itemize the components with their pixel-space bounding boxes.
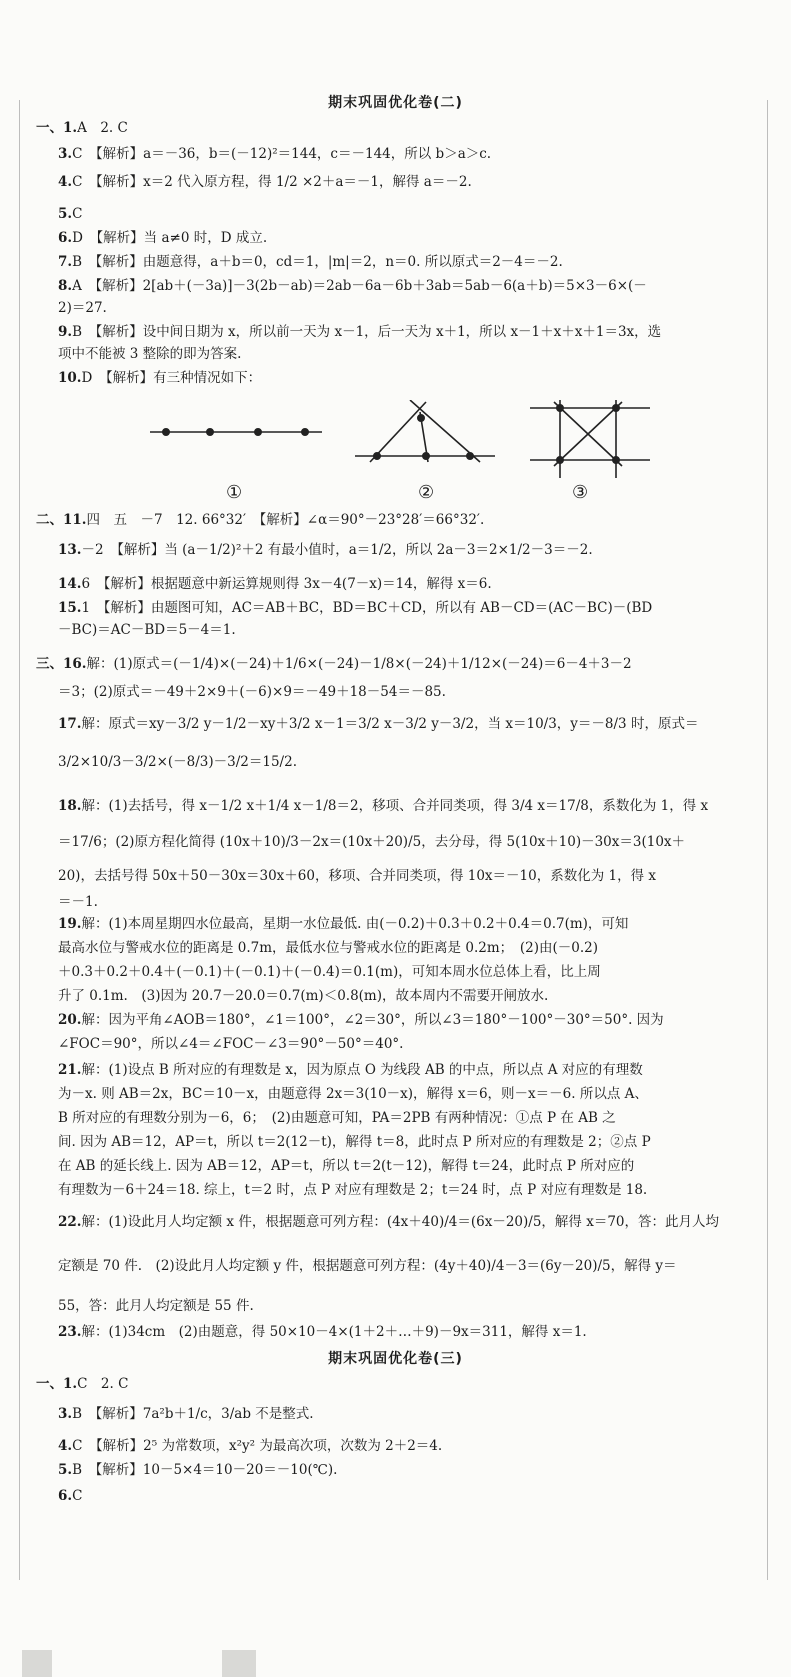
answer-line-cont: 定额是 70 件. (2)设此月人均定额 y 件，根据题意可列方程：(4y＋40)/4－3＝(6y－20)/5，解得 y＝ bbox=[58, 1258, 677, 1274]
section-title-2: 期末巩固优化卷(二) bbox=[328, 95, 463, 111]
figure-label-1: ① bbox=[226, 482, 243, 503]
answer-line-cont: 间. 因为 AB＝12，AP＝t，所以 t＝2(12－t)，解得 t＝8，此时点 P 所对应的有理数是 2；②点 P bbox=[58, 1134, 651, 1150]
figure-label-2: ② bbox=[418, 482, 435, 503]
answer-line: 一、1.A 2. C bbox=[36, 120, 128, 136]
answer-line-cont: 为－x. 则 AB＝2x，BC＝10－x，由题意得 2x＝3(10－x)，解得 x＝6，则－x＝－6. 所以点 A、 bbox=[58, 1086, 648, 1102]
answer-line: 18.解：(1)去括号，得 x－1/2 x＋1/4 x－1/8＝2，移项、合并同类项，得 3/4 x＝17/8，系数化为 1，得 x bbox=[58, 798, 709, 814]
answer-line: 3.C 【解析】a＝－36，b＝(－12)²＝144，c＝－144，所以 b＞a＞c. bbox=[58, 146, 492, 162]
case2-figure bbox=[355, 400, 495, 462]
answer-line-cont: 3/2×10/3－3/2×(－8/3)－3/2＝15/2. bbox=[58, 754, 297, 770]
answer-line: 10.D 【解析】有三种情况如下： bbox=[58, 370, 262, 386]
figure-label-3: ③ bbox=[572, 482, 589, 503]
answer-line: 5.C bbox=[58, 206, 83, 222]
answer-line: 19.解：(1)本周星期四水位最高，星期一水位最低. 由(－0.2)＋0.3＋0.2＋0.4＝0.7(m)，可知 bbox=[58, 916, 629, 932]
section-title-3: 期末巩固优化卷(三) bbox=[328, 1351, 463, 1367]
answer-line: 9.B 【解析】设中间日期为 x，所以前一天为 x－1，后一天为 x＋1，所以 x－1＋x＋x＋1＝3x，选 bbox=[58, 324, 662, 340]
answer-line-cont: ＝3；(2)原式＝－49＋2×9＋(－6)×9＝－49＋18－54＝－85. bbox=[58, 684, 446, 700]
answer-line: 15.1 【解析】由题图可知，AC＝AB＋BC，BD＝BC＋CD，所以有 AB－CD＝(AC－BC)－(BD bbox=[58, 600, 653, 616]
answer-line: 4.C 【解析】2⁵ 为常数项，x²y² 为最高次项，次数为 2＋2＝4. bbox=[58, 1438, 443, 1454]
answer-line: 8.A 【解析】2[ab＋(－3a)]－3(2b－ab)＝2ab－6a－6b＋3ab＝5ab－6(a＋b)＝5×3－6×(－ bbox=[58, 278, 647, 294]
answer-line: 5.B 【解析】10－5×4＝10－20＝－10(℃). bbox=[58, 1462, 338, 1478]
answer-line-cont: －BC)＝AC－BD＝5－4＝1. bbox=[58, 622, 236, 638]
case1-line bbox=[150, 429, 322, 435]
answer-line: 3.B 【解析】7a²b＋1/c，3/ab 不是整式. bbox=[58, 1406, 314, 1422]
answer-line-cont: 55，答：此月人均定额是 55 件. bbox=[58, 1298, 254, 1314]
answer-line-cont: 升了 0.1m. (3)因为 20.7－20.0＝0.7(m)＜0.8(m)，故本周内不需要开闸放水. bbox=[58, 988, 549, 1004]
answer-line: 21.解：(1)设点 B 所对应的有理数是 x，因为原点 O 为线段 AB 的中点，所以点 A 对应的有理数 bbox=[58, 1062, 643, 1078]
scan-smudge bbox=[22, 1650, 52, 1677]
answer-line: 三、16.解：(1)原式＝(－1/4)×(－24)＋1/6×(－24)－1/8×(－24)＋1/12×(－24)＝6－4＋3－2 bbox=[36, 656, 632, 672]
answer-line-cont: ＋0.3＋0.2＋0.4＋(－0.1)＋(－0.1)＋(－0.4)＝0.1(m)，可知本周水位总体上看，比上周 bbox=[58, 964, 601, 980]
answer-line-cont: 2)＝27. bbox=[58, 300, 107, 316]
answer-line-cont: ∠FOC＝90°，所以∠4＝∠FOC－∠3＝90°－50°＝40°. bbox=[58, 1036, 404, 1052]
answer-line-cont: B 所对应的有理数分别为－6，6； (2)由题意可知，PA＝2PB 有两种情况：①点 P 在 AB 之 bbox=[58, 1110, 616, 1126]
answer-line-cont: 20)，去括号得 50x＋50－30x＝30x＋60，移项、合并同类项，得 10x＝－10，系数化为 1，得 x bbox=[58, 868, 657, 884]
answer-line-cont: 最高水位与警戒水位的距离是 0.7m，最低水位与警戒水位的距离是 0.2m； (2)由(－0.2) bbox=[58, 940, 598, 956]
answer-line: 23.解：(1)34cm (2)由题意，得 50×10－4×(1＋2＋…＋9)－9x＝311，解得 x＝1. bbox=[58, 1324, 587, 1340]
answer-line: 20.解：因为平角∠AOB＝180°，∠1＝100°，∠2＝30°，所以∠3＝180°－100°－30°＝50°. 因为 bbox=[58, 1012, 664, 1028]
answer-line: 14.6 【解析】根据题意中新运算规则得 3x－4(7－x)＝14，解得 x＝6. bbox=[58, 576, 492, 592]
scan-smudge bbox=[222, 1650, 256, 1677]
answer-line: 4.C 【解析】x＝2 代入原方程，得 1/2 ×2＋a＝－1，解得 a＝－2. bbox=[58, 174, 472, 190]
answer-line-cont: ＝－1. bbox=[58, 894, 98, 910]
case3-figure bbox=[530, 400, 650, 478]
answer-line: 13.－2 【解析】当 (a－1/2)²＋2 有最小值时，a＝1/2，所以 2a－3＝2×1/2－3＝－2. bbox=[58, 542, 593, 558]
answer-line: 22.解：(1)设此月人均定额 x 件，根据题意可列方程：(4x＋40)/4＝(6x－20)/5，解得 x＝70，答：此月人均 bbox=[58, 1214, 720, 1230]
answer-line: 17.解：原式＝xy－3/2 y－1/2－xy＋3/2 x－1＝3/2 x－3/2 y－3/2，当 x＝10/3，y＝－8/3 时，原式＝ bbox=[58, 716, 699, 732]
answer-line-cont: 项中不能被 3 整除的即为答案. bbox=[58, 346, 242, 362]
answer-line: 6.C bbox=[58, 1488, 83, 1504]
answer-line: 7.B 【解析】由题意得，a＋b＝0，cd＝1，|m|＝2，n＝0. 所以原式＝2－4＝－2. bbox=[58, 254, 563, 270]
answer-line-cont: 有理数为－6＋24＝18. 综上，t＝2 时，点 P 对应有理数是 2；t＝24 时，点 P 对应有理数是 18. bbox=[58, 1182, 648, 1198]
q10-figure bbox=[150, 400, 700, 520]
answer-line: 一、1.C 2. C bbox=[36, 1376, 129, 1392]
answer-line-cont: 在 AB 的延长线上. 因为 AB＝12，AP＝t，所以 t＝2(t－12)，解得 t＝24，此时点 P 所对应的 bbox=[58, 1158, 635, 1174]
answer-line-cont: ＝17/6；(2)原方程化简得 (10x＋10)/3－2x＝(10x＋20)/5，去分母，得 5(10x＋10)－30x＝3(10x＋ bbox=[58, 834, 686, 850]
answer-line: 6.D 【解析】当 a≠0 时，D 成立. bbox=[58, 230, 268, 246]
answer-line: 二、11.四 五 －7 12. 66°32′ 【解析】∠α＝90°－23°28′＝66°32′. bbox=[36, 512, 485, 528]
